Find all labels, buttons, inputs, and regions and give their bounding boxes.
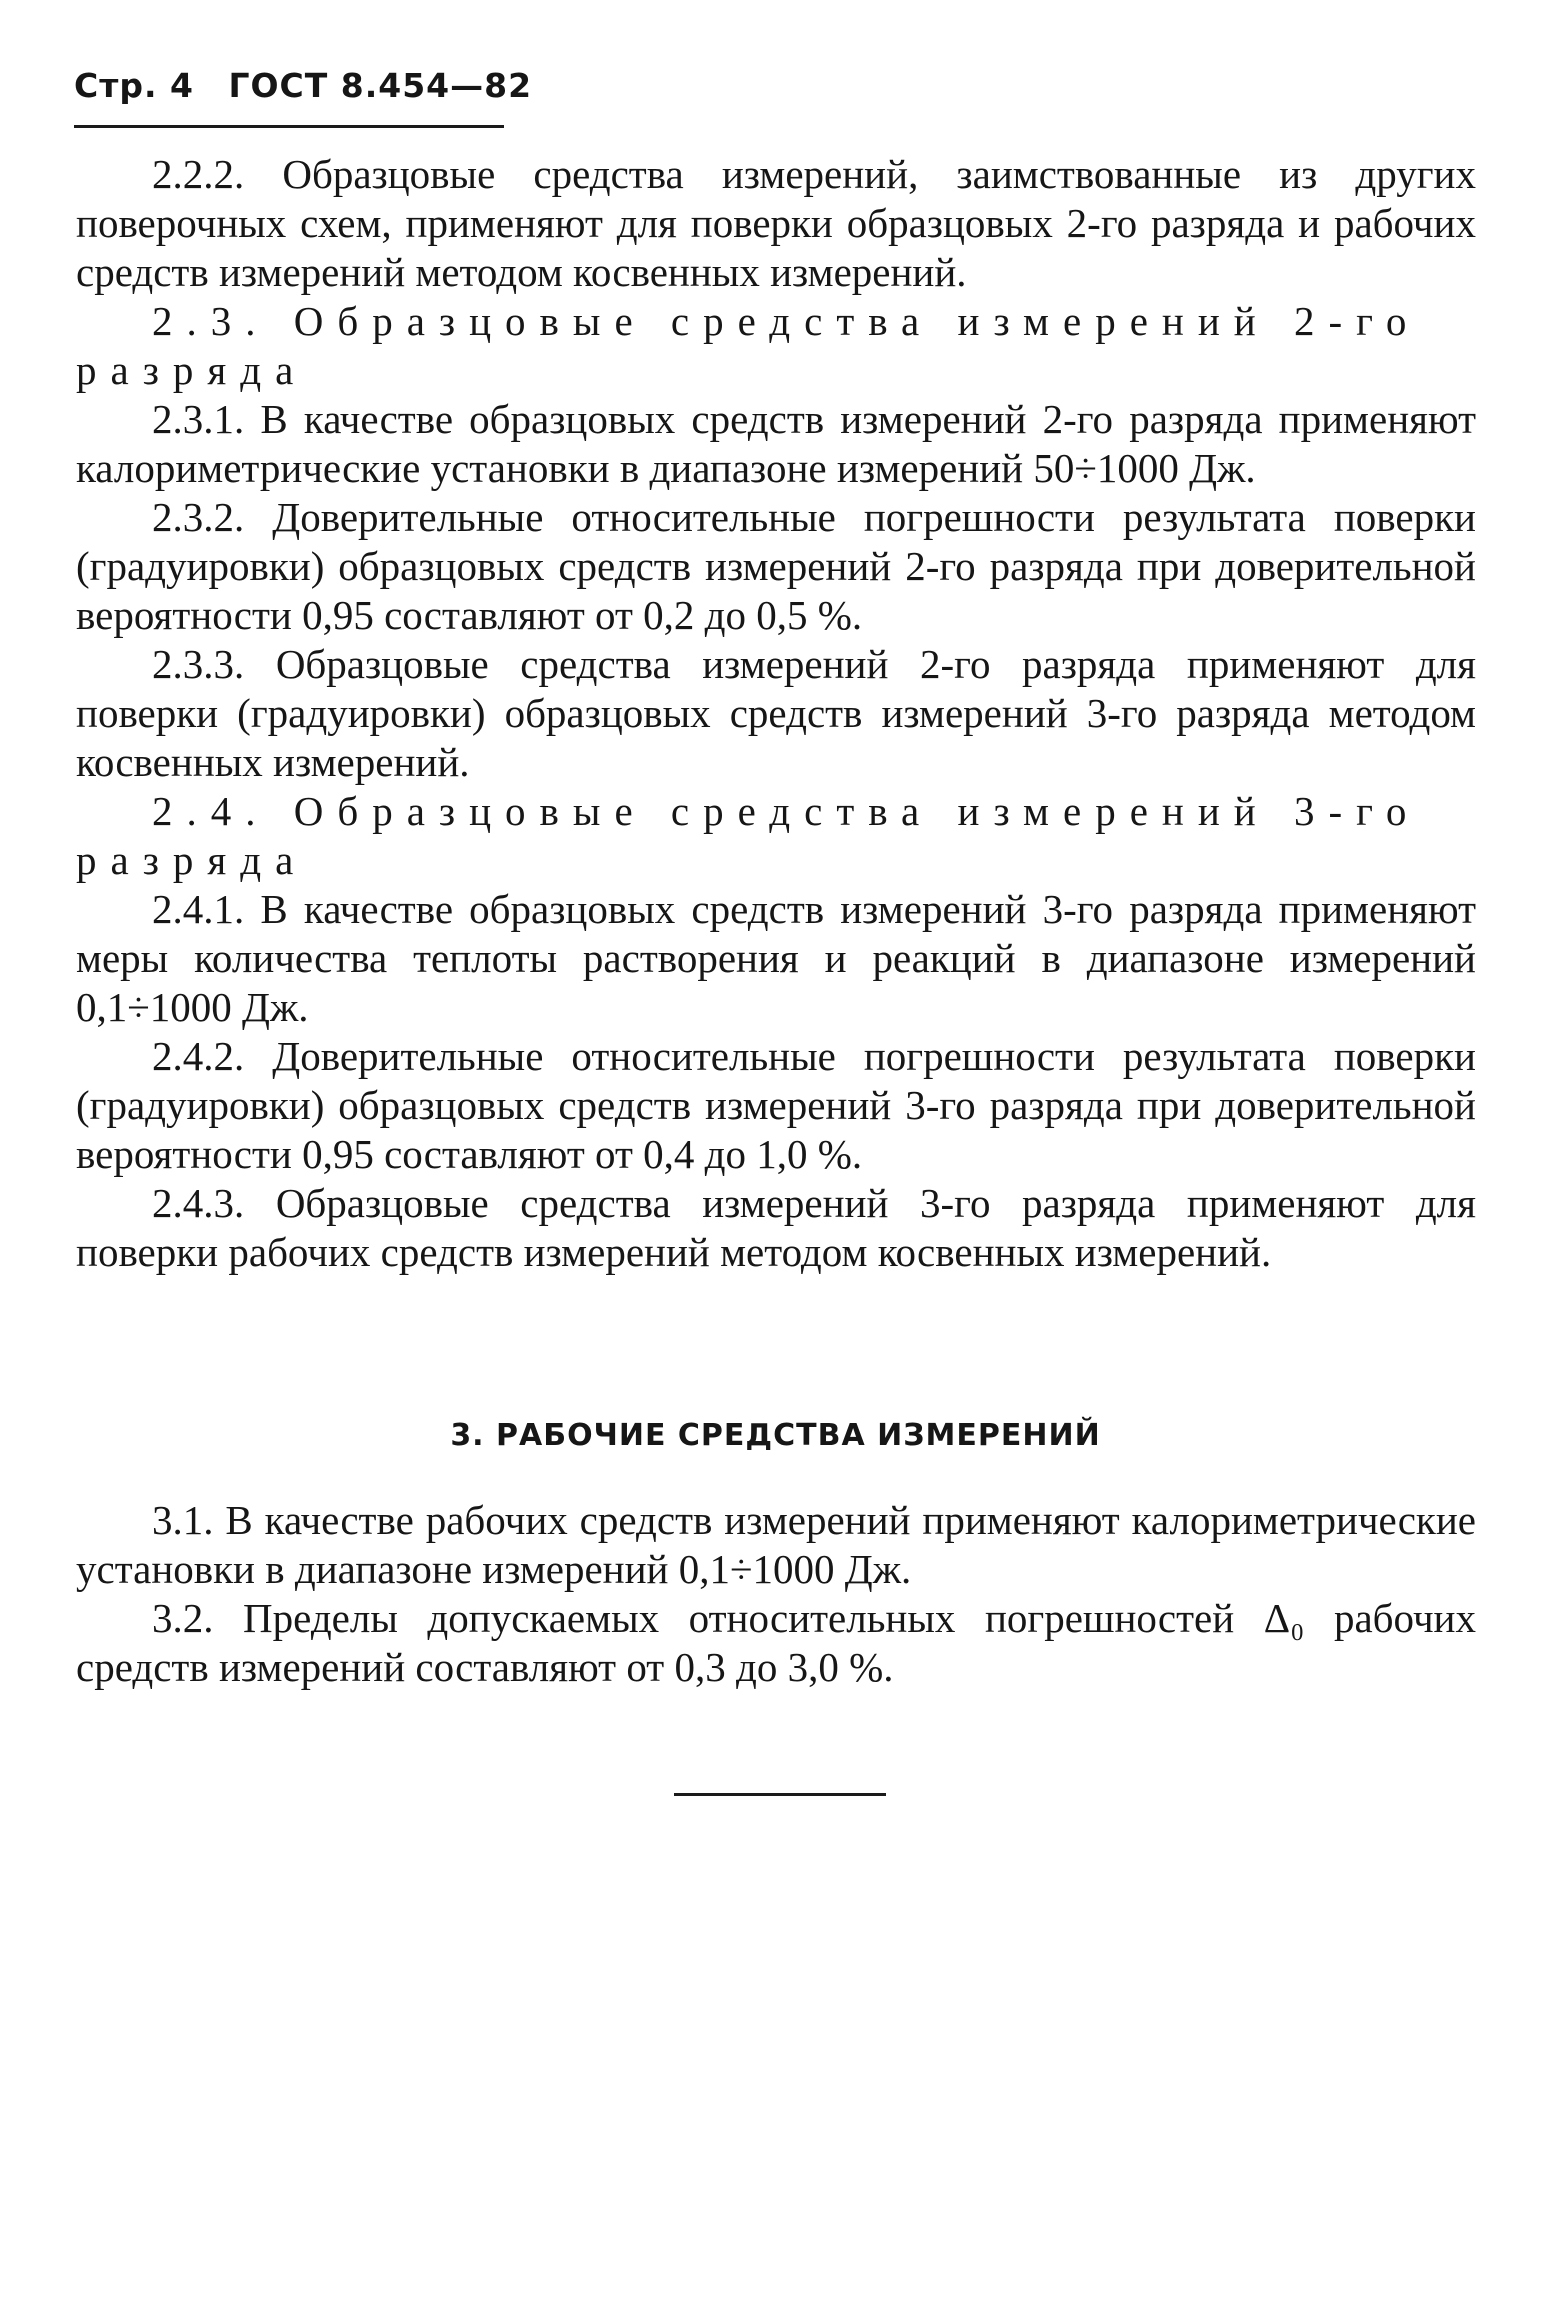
paragraph-2-4-3: 2.4.3. Образцовые средства измерений 3-го разряда применяют для поверки рабочих средств измерений методом косвенных измерений. xyxy=(76,1180,1476,1275)
subheading-2-4: 2.4. Образцовые средства измерений 3-го разряда xyxy=(76,788,1421,883)
paragraph-2-4-1: 2.4.1. В качестве образцовых средств измерений 3-го разряда применяют меры количества теплоты растворения и реакций в диапазоне измерений 0,1÷1000 Дж. xyxy=(76,886,1476,1030)
section-2-text xyxy=(76,150,1476,1277)
section-3-text xyxy=(76,1496,1476,1692)
subheading-2-3: 2.3. Образцовые средства измерений 2-го разряда xyxy=(76,298,1421,393)
paragraph-2-2-2: 2.2.2. Образцовые средства измерений, заимствованные из других поверочных схем, применяют для поверки образцовых 2-го разряда и рабочих средств измерений методом косвенных измерений. xyxy=(76,151,1476,295)
section-3-heading: 3. РАБОЧИЕ СРЕДСТВА ИЗМЕРЕНИЙ xyxy=(450,1418,1101,1453)
paragraph-2-3-1: 2.3.1. В качестве образцовых средств измерений 2-го разряда применяют калориметрические установки в диапазоне измерений 50÷1000 Дж. xyxy=(76,396,1476,491)
end-divider xyxy=(674,1793,886,1796)
paragraph-2-3-2: 2.3.2. Доверительные относительные погрешности результата поверки (градуировки) образцовых средств измерений 2-го разряда при доверительной вероятности 0,95 составляют от 0,2 до 0,5 %. xyxy=(76,494,1476,638)
header-divider xyxy=(74,125,504,128)
paragraph-2-4-2: 2.4.2. Доверительные относительные погрешности результата поверки (градуировки) образцовых средств измерений 3-го разряда при доверительной вероятности 0,95 составляют от 0,4 до 1,0 %. xyxy=(76,1033,1476,1177)
standard-code: ГОСТ 8.454—82 xyxy=(228,66,533,105)
page-number-label: Стр. 4 xyxy=(74,66,194,105)
paragraph-3-1: 3.1. В качестве рабочих средств измерений применяют калориметрические установки в диапазоне измерений 0,1÷1000 Дж. xyxy=(76,1497,1476,1592)
paragraph-3-2: 3.2. Пределы допускаемых относительных погрешностей Δ₀ рабочих средств измерений составляют от 0,3 до 3,0 %. xyxy=(76,1595,1476,1690)
paragraph-2-3-3: 2.3.3. Образцовые средства измерений 2-го разряда применяют для поверки (градуировки) образцовых средств измерений 3-го разряда методом косвенных измерений. xyxy=(76,641,1476,785)
page-header xyxy=(74,66,554,105)
